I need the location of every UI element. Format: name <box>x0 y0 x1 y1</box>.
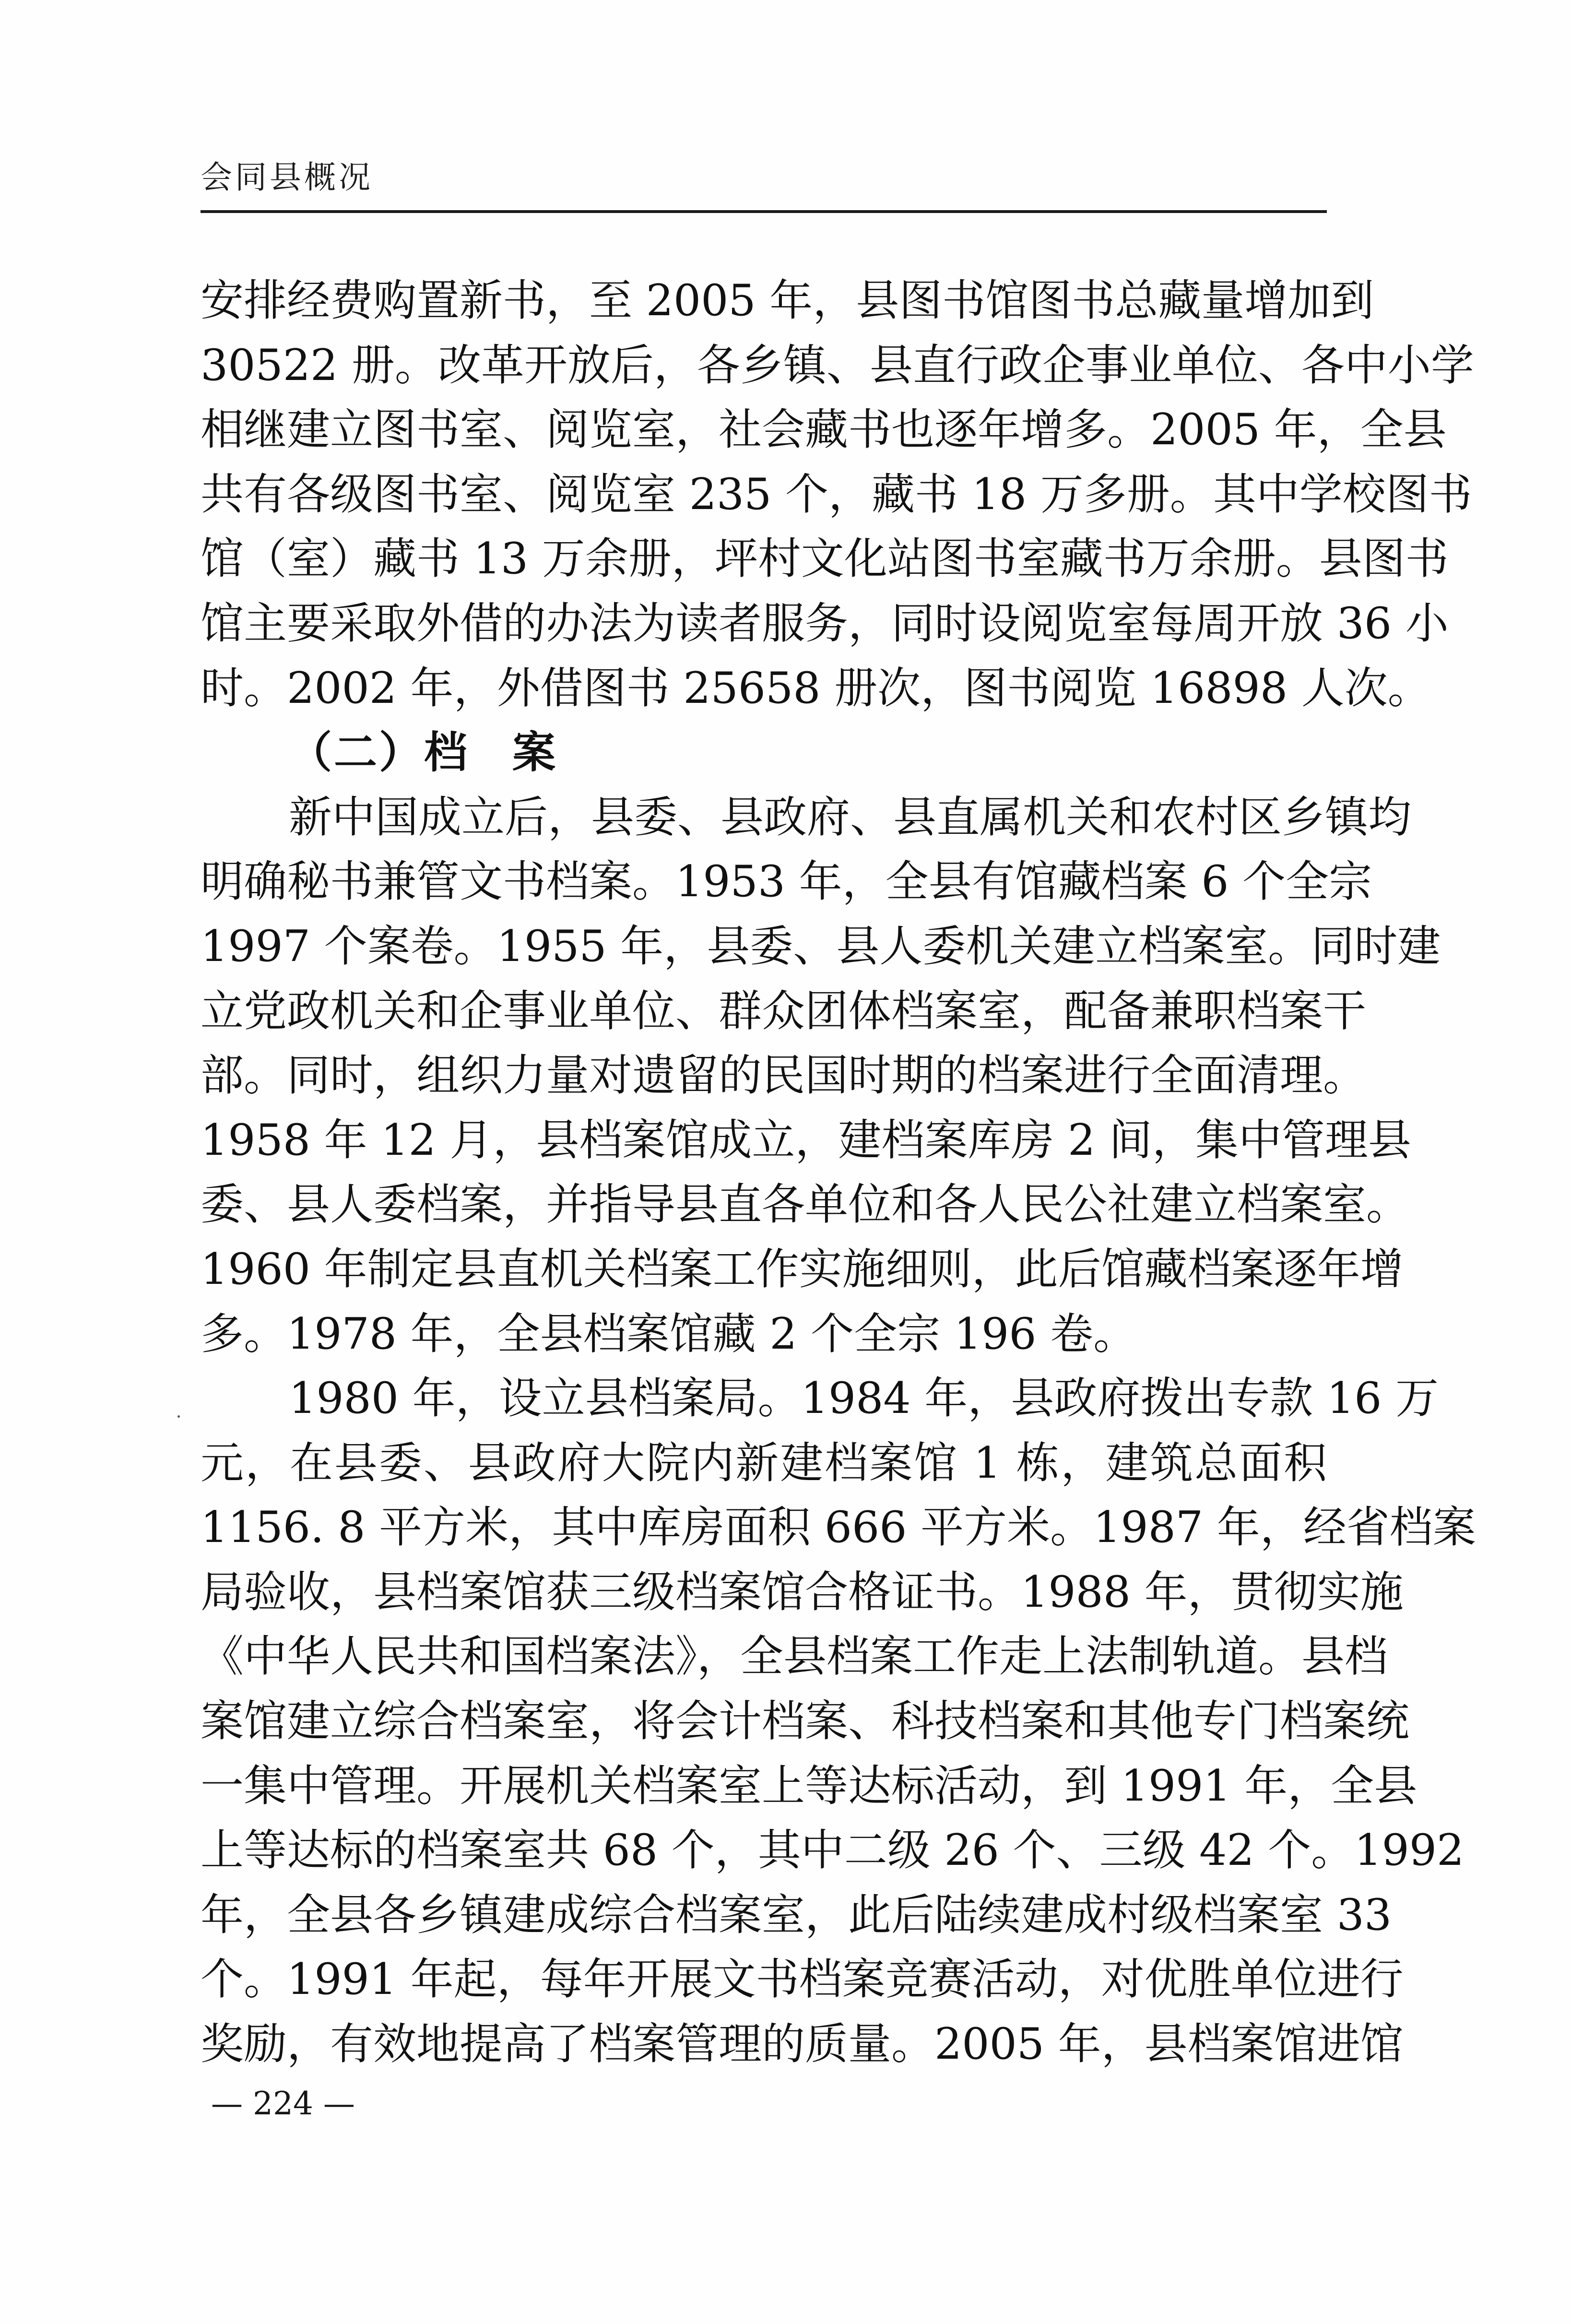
text-line: 委、县人委档案，并指导县直各单位和各人民公社建立档案室。 <box>201 1179 1409 1230</box>
text-line: 相继建立图书室、阅览室，社会藏书也逐年增多。2005 年，全县 <box>201 404 1447 455</box>
text-line: 个。1991 年起，每年开展文书档案竞赛活动，对优胜单位进行 <box>201 1954 1404 2005</box>
text-line: 馆（室）藏书 13 万余册，坪村文化站图书室藏书万余册。县图书 <box>201 534 1449 584</box>
section-number: （二） <box>289 727 424 778</box>
text-line: 馆主要采取外借的办法为读者服务，同时设阅览室每周开放 36 小 <box>201 598 1449 649</box>
text-line: 明确秘书兼管文书档案。1953 年，全县有馆藏档案 6 个全宗 <box>201 856 1372 907</box>
text-line: 一集中管理。开展机关档案室上等达标活动，到 1991 年，全县 <box>201 1760 1417 1811</box>
text-line: 部。同时，组织力量对遗留的民国时期的档案进行全面清理。 <box>201 1050 1366 1101</box>
running-head: 会同县概况 <box>201 159 373 196</box>
text-line: 多。1978 年，全县档案馆藏 2 个全宗 196 卷。 <box>201 1308 1137 1359</box>
section-title-char: 档 <box>424 727 469 778</box>
text-line: 共有各级图书室、阅览室 235 个，藏书 18 万多册。其中学校图书 <box>201 469 1472 520</box>
body-text <box>201 269 1476 2077</box>
text-line: 立党政机关和企事业单位、群众团体档案室，配备兼职档案干 <box>201 985 1366 1036</box>
text-line: 新中国成立后，县委、县政府、县直属机关和农村区乡镇均 <box>289 792 1411 842</box>
section-heading-archives <box>201 721 1327 785</box>
text-line: 《中华人民共和国档案法》，全县档案工作走上法制轨道。县档 <box>201 1631 1388 1682</box>
paragraph-archives-history <box>201 785 1441 1366</box>
text-line: 元，在县委、县政府大院内新建档案馆 1 栋，建筑总面积 <box>201 1437 1327 1488</box>
text-line: 年，全县各乡镇建成综合档案室，此后陆续建成村级档案室 33 <box>201 1889 1392 1940</box>
text-line: 1960 年制定县直机关档案工作实施细则，此后馆藏档案逐年增 <box>201 1244 1404 1294</box>
section-title-char: 案 <box>512 727 557 778</box>
text-line: 1980 年，设立县档案局。1984 年，县政府拨出专款 16 万 <box>289 1373 1439 1424</box>
paragraph-archives-bureau <box>201 1366 1476 2077</box>
paragraph-library <box>201 269 1474 721</box>
scan-speck <box>177 1415 180 1418</box>
text-line: 局验收，县档案馆获三级档案馆合格证书。1988 年，贯彻实施 <box>201 1566 1404 1617</box>
text-line: 上等达标的档案室共 68 个，其中二级 26 个、三级 42 个。1992 <box>201 1825 1465 1876</box>
text-line: 1958 年 12 月，县档案馆成立，建档案库房 2 间，集中管理县 <box>201 1115 1411 1165</box>
page-number: — 224 — <box>211 2085 355 2122</box>
text-line: 1156. 8 平方米，其中库房面积 666 平方米。1987 年，经省档案 <box>201 1502 1476 1553</box>
text-line: 1997 个案卷。1955 年，县委、县人委机关建立档案室。同时建 <box>201 921 1441 972</box>
text-line: 时。2002 年，外借图书 25658 册次，图书阅览 16898 人次。 <box>201 663 1431 713</box>
text-line: 案馆建立综合档案室，将会计档案、科技档案和其他专门档案统 <box>201 1696 1409 1747</box>
header-rule <box>201 210 1327 213</box>
text-line: 安排经费购置新书，至 2005 年，县图书馆图书总藏量增加到 <box>201 275 1374 326</box>
text-line: 30522 册。改革开放后，各乡镇、县直行政企事业单位、各中小学 <box>201 340 1474 391</box>
text-line: 奖励，有效地提高了档案管理的质量。2005 年，县档案馆进馆 <box>201 2019 1404 2070</box>
